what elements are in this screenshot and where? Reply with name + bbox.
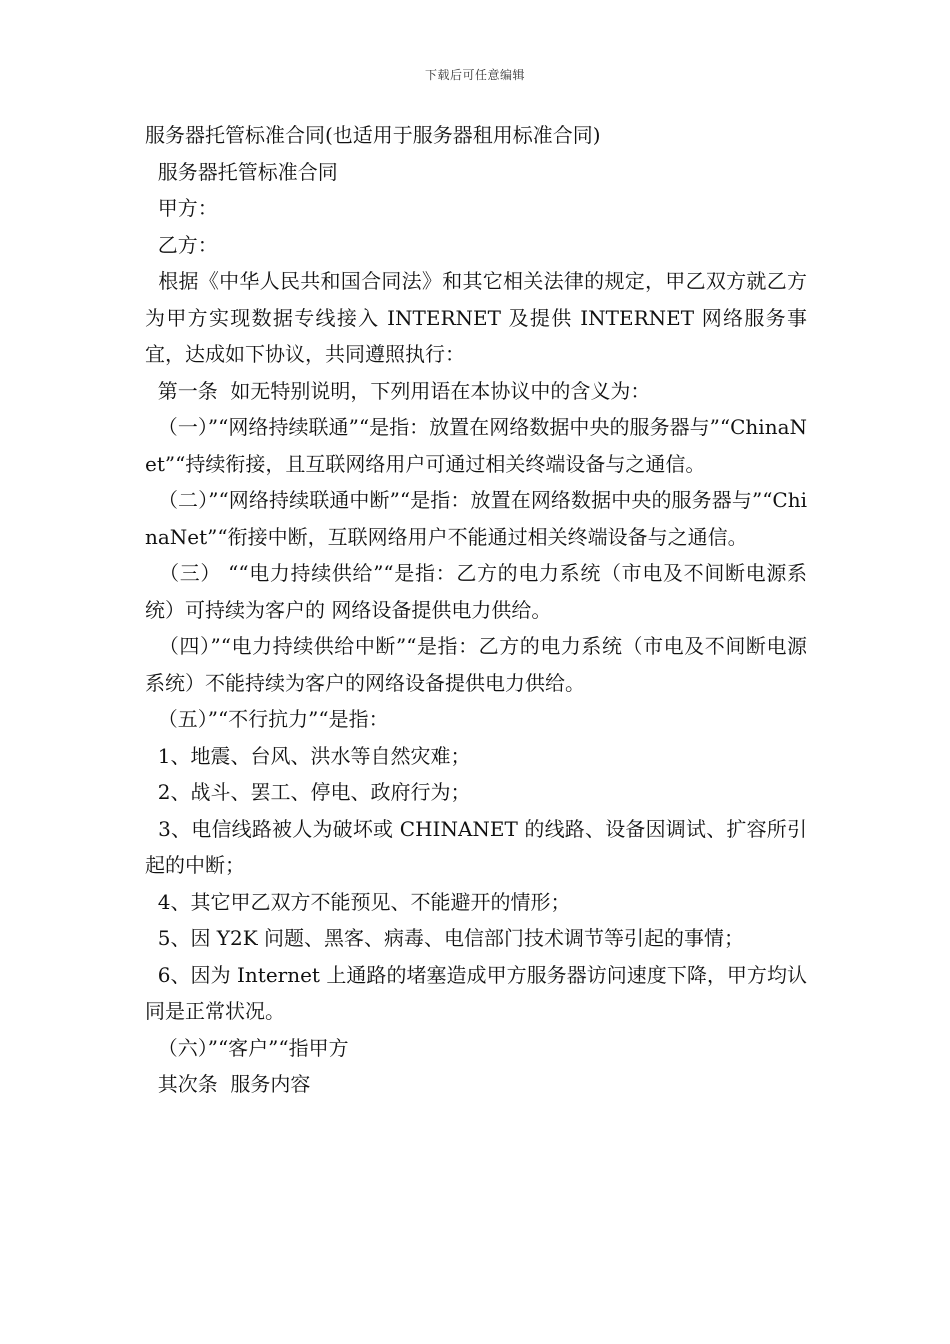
- definition-4: （四）”“电力持续供给中断”“是指：乙方的电力系统（市电及不间断电源系统）不能持续为客户的网络设备提供电力供给。: [145, 634, 808, 695]
- definition-6: （六）”“客户”“指甲方: [145, 1035, 349, 1060]
- definition-3: （三） ““电力持续供给”“是指：乙方的电力系统（市电及不间断电源系统）可持续为客户的 网络设备提供电力供给。: [145, 561, 807, 622]
- force-majeure-item-4: 4、其它甲乙双方不能预见、不能避开的情形；: [145, 889, 571, 914]
- force-majeure-item-1: 1、地震、台风、洪水等自然灾难；: [145, 743, 471, 768]
- force-majeure-item-5: 5、因 Y2K 问题、黑客、病毒、电信部门技术调节等引起的事情；: [145, 926, 745, 950]
- force-majeure-item-3: 3、电信线路被人为破坏或 CHINANET 的线路、设备因调试、扩容所引起的中断；: [145, 816, 808, 877]
- force-majeure-item-2: 2、战斗、罢工、停电、政府行为；: [145, 780, 471, 804]
- article-1-heading: 第一条 如无特别说明，下列用语在本协议中的含义为：: [145, 378, 651, 403]
- page-header-note: 下载后可任意编辑: [424, 68, 525, 82]
- definition-2: （二）”“网络持续联通中断”“是指：放置在网络数据中央的服务器与”“ChinaNet”“衔接中断，互联网络用户不能通过相关终端设备与之通信。: [145, 488, 807, 549]
- definition-1: （一）”“网络持续联通”“是指：放置在网络数据中央的服务器与”“ChinaNet”“持续衔接，且互联网络用户可通过相关终端设备与之通信。: [145, 415, 808, 476]
- contract-title: 服务器托管标准合同: [145, 159, 338, 184]
- document-heading: 服务器托管标准合同(也适用于服务器租用标准合同): [145, 123, 601, 147]
- party-a-line: 甲方：: [145, 196, 218, 220]
- party-b-line: 乙方：: [145, 232, 218, 257]
- definition-5: （五）”“不行抗力”“是指：: [145, 707, 389, 731]
- article-2-heading: 其次条 服务内容: [145, 1072, 311, 1096]
- document-body: [145, 117, 807, 1103]
- force-majeure-item-6: 6、因为 Internet 上通路的堵塞造成甲方服务器访问速度下降，甲方均认同是正常状况。: [145, 962, 807, 1023]
- preamble-paragraph: 根据《中华人民共和国合同法》和其它相关法律的规定，甲乙双方就乙方为甲方实现数据专线接入 INTERNET 及提供 INTERNET 网络服务事宜，达成如下协议，共同遵照执行：: [145, 269, 807, 366]
